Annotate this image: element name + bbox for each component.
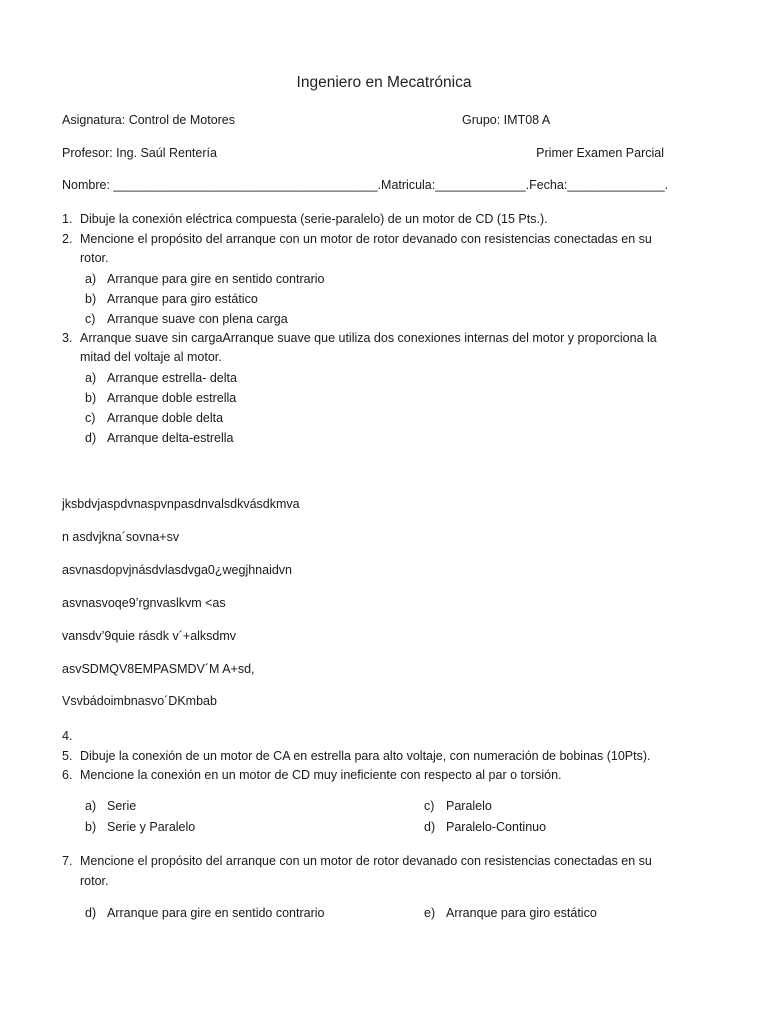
question-number: 4. bbox=[62, 729, 73, 743]
option-item bbox=[62, 269, 682, 289]
question-text: Arranque suave sin cargaArranque suave que utiliza dos conexiones internas del motor y proporciona la mitad del voltaje al motor. bbox=[80, 330, 657, 364]
question-text: Mencione el propósito del arranque con un motor de rotor devanado con resistencias conectadas en su rotor. bbox=[80, 854, 652, 888]
group-label: Grupo: IMT08 A bbox=[462, 113, 551, 127]
option-letter: b) bbox=[85, 820, 97, 834]
option-letter: a) bbox=[85, 799, 97, 813]
page-title: Ingeniero en Mecatrónica bbox=[296, 74, 472, 91]
text-line: asvnasvoqe9’rgnvaslkvm <as bbox=[62, 596, 226, 610]
question-item bbox=[62, 852, 682, 891]
option-text: Arranque suave con plena carga bbox=[107, 311, 288, 326]
question-item bbox=[62, 329, 682, 368]
option-item bbox=[62, 309, 682, 329]
option-item bbox=[424, 820, 546, 834]
option-text: Arranque delta-estrella bbox=[107, 430, 234, 445]
text-line: n asdvjkna´sovna+sv bbox=[62, 530, 180, 544]
question-number: 7. bbox=[62, 854, 73, 868]
text-line: asvSDMQV8EMPASMDV´M A+sd, bbox=[62, 662, 255, 676]
question-list-b bbox=[62, 727, 682, 786]
question-text bbox=[80, 729, 83, 743]
subject-label: Asignatura: Control de Motores bbox=[62, 113, 236, 127]
option-letter: c) bbox=[85, 410, 96, 425]
option-item bbox=[62, 289, 682, 309]
text-line: vansdv’9quie rásdk v´+alksdmv bbox=[62, 629, 237, 643]
question-number: 6. bbox=[62, 768, 73, 782]
option-item bbox=[62, 368, 682, 388]
option-item bbox=[62, 408, 682, 428]
text-line: asvnasdopvjnásdvlasdvga0¿wegjhnaidvn bbox=[62, 563, 293, 577]
option-letter: b) bbox=[85, 291, 97, 306]
question-item bbox=[62, 230, 682, 269]
option-text: Arranque doble delta bbox=[107, 410, 224, 425]
question-number: 5. bbox=[62, 748, 73, 763]
student-fields-line: Nombre: ______________________________________.Matricula:_____________.Fecha:______________. bbox=[62, 178, 669, 192]
question-number: 2. bbox=[62, 231, 73, 246]
option-text: Serie y Paralelo bbox=[107, 820, 196, 834]
exam-label: Primer Examen Parcial bbox=[536, 146, 664, 160]
option-item bbox=[424, 799, 492, 813]
option-item bbox=[424, 906, 597, 920]
option-item bbox=[85, 820, 195, 834]
option-text: Arranque doble estrella bbox=[107, 390, 237, 405]
question-text: Mencione el propósito del arranque con un motor de rotor devanado con resistencias conectadas en su rotor. bbox=[80, 231, 652, 265]
professor-label: Profesor: Ing. Saúl Rentería bbox=[62, 146, 217, 160]
option-letter: d) bbox=[85, 430, 97, 445]
option-letter: a) bbox=[85, 271, 97, 286]
option-item bbox=[62, 388, 682, 408]
option-text: Paralelo bbox=[446, 799, 492, 813]
option-letter: e) bbox=[424, 906, 436, 920]
question-number: 3. bbox=[62, 330, 73, 345]
question-list-a bbox=[62, 210, 682, 448]
option-letter: d) bbox=[424, 820, 436, 834]
option-text: Arranque estrella- delta bbox=[107, 370, 237, 385]
question-number: 1. bbox=[62, 212, 73, 226]
option-text: Arranque para gire en sentido contrario bbox=[107, 271, 325, 286]
option-item bbox=[62, 428, 682, 448]
option-text: Arranque para gire en sentido contrario bbox=[107, 906, 325, 920]
option-text: Arranque para giro estático bbox=[446, 906, 597, 920]
text-line: Vsvbádoimbnasvo´DKmbab bbox=[62, 694, 217, 708]
option-text: Paralelo-Continuo bbox=[446, 820, 547, 834]
option-letter: a) bbox=[85, 370, 97, 385]
question-text: Mencione la conexión en un motor de CD muy ineficiente con respecto al par o torsión. bbox=[80, 768, 562, 782]
option-letter: c) bbox=[424, 799, 435, 813]
question-text: Dibuje la conexión de un motor de CA en estrella para alto voltaje, con numeración de bobinas (10Pts). bbox=[80, 748, 651, 763]
option-letter: b) bbox=[85, 390, 97, 405]
option-item bbox=[85, 906, 325, 920]
option-text: Arranque para giro estático bbox=[107, 291, 258, 306]
question-item bbox=[62, 747, 682, 767]
text-line: jksbdvjaspdvnaspvnpasdnvalsdkvásdkmva bbox=[62, 497, 300, 511]
question-item bbox=[62, 727, 682, 747]
question-item bbox=[62, 766, 682, 786]
option-item bbox=[85, 799, 136, 813]
option-text: Serie bbox=[107, 799, 137, 813]
option-letter: c) bbox=[85, 311, 96, 326]
question-text: Dibuje la conexión eléctrica compuesta (serie-paralelo) de un motor de CD (15 Pts.). bbox=[80, 212, 548, 226]
question-item bbox=[62, 210, 682, 230]
question-list-c bbox=[62, 852, 682, 891]
option-letter: d) bbox=[85, 906, 97, 920]
